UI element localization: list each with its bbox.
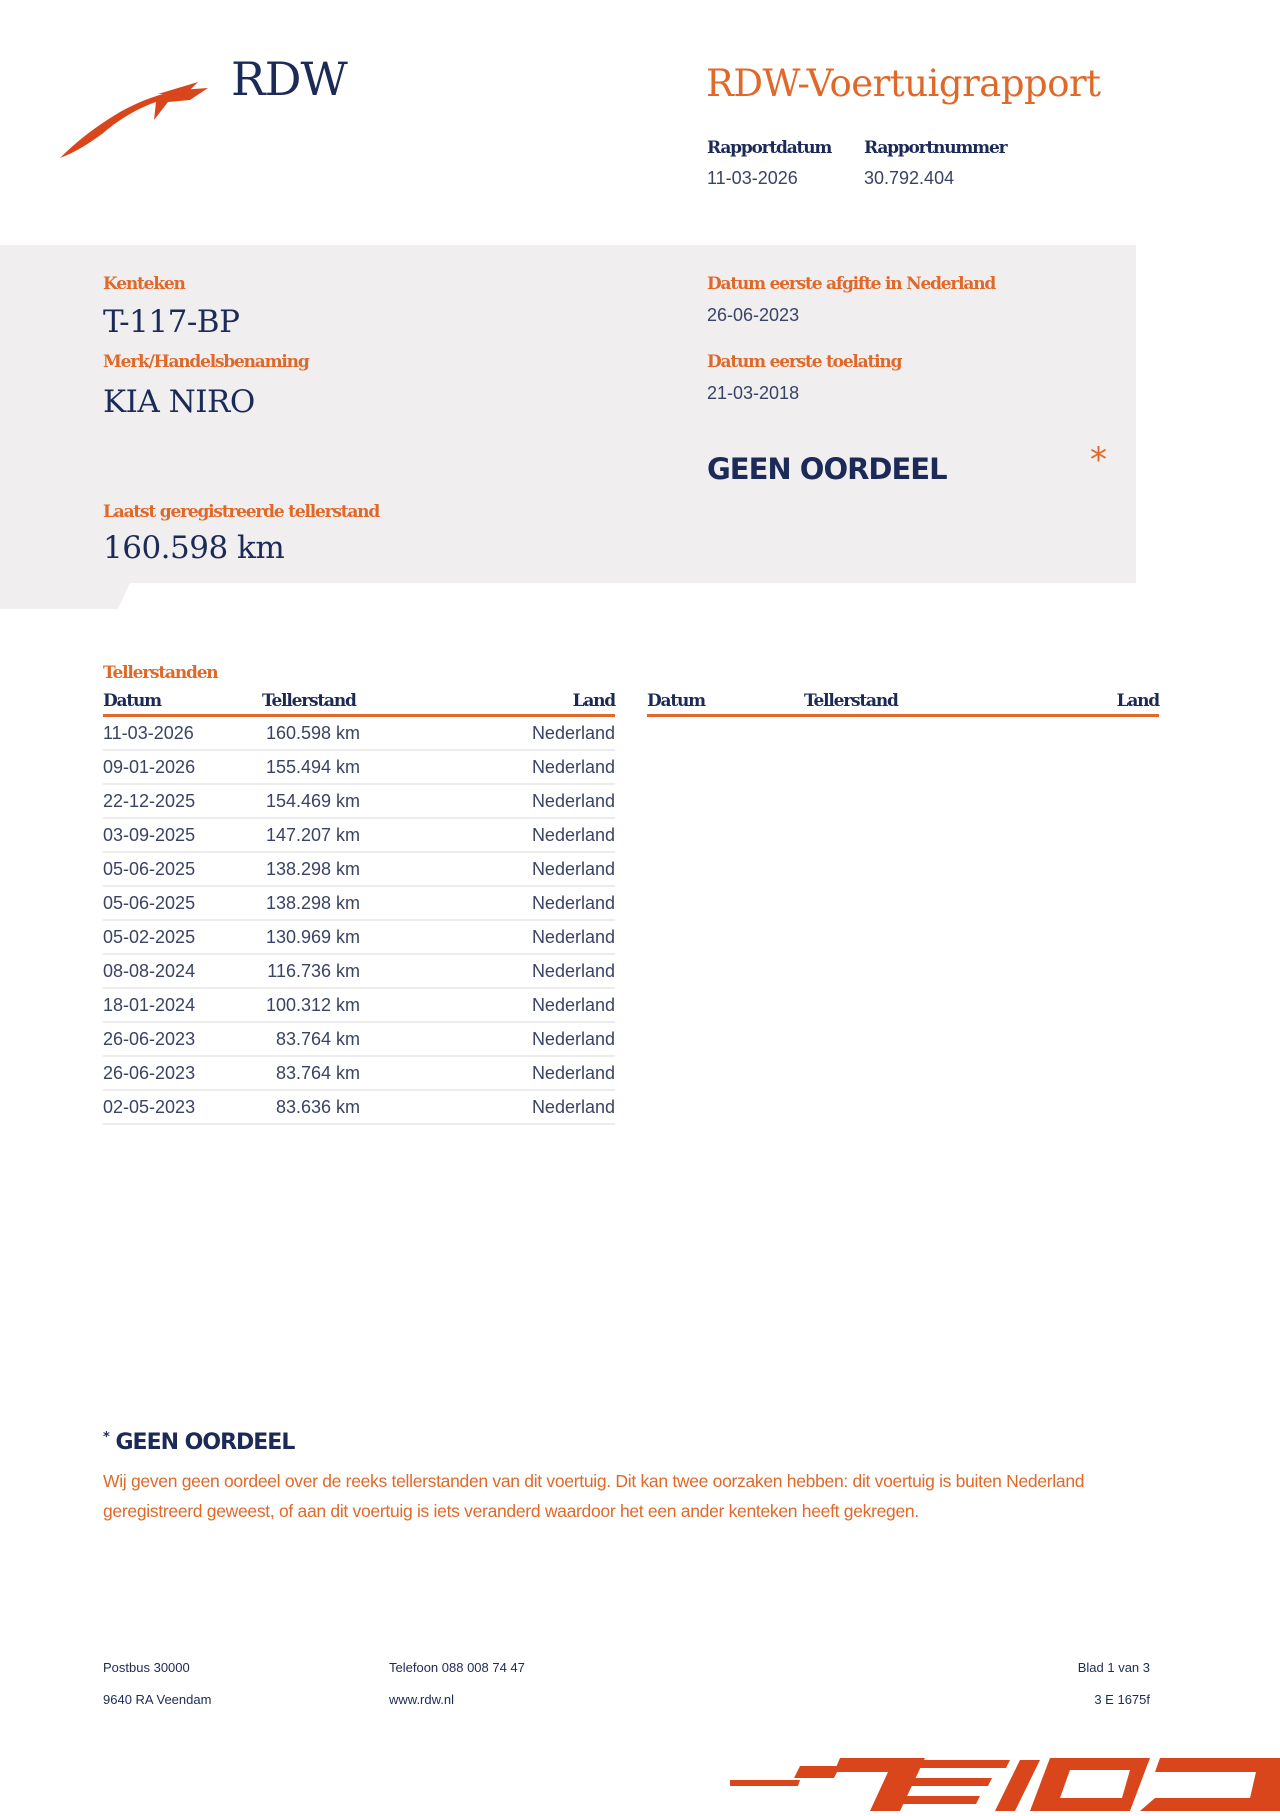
reading-date: 05-06-2025 <box>103 852 248 886</box>
plate-value: T-117-BP <box>103 304 240 340</box>
reading-country: Nederland <box>360 920 615 954</box>
table-row <box>103 716 615 751</box>
odometer-value: 160.598 km <box>103 530 285 566</box>
reading-country: Nederland <box>360 716 615 751</box>
reading-odometer: 83.764 km <box>248 1056 360 1090</box>
reading-date: 03-09-2025 <box>103 818 248 852</box>
reading-odometer: 147.207 km <box>248 818 360 852</box>
rdw-logo-icon <box>58 80 208 162</box>
column-header-date: Datum <box>647 690 792 716</box>
reading-country: Nederland <box>360 886 615 920</box>
table-row <box>103 750 615 784</box>
table-row <box>103 784 615 818</box>
first-admission-label: Datum eerste toelating <box>707 352 902 372</box>
table-header-row <box>647 690 1159 716</box>
brand-value: KIA NIRO <box>103 384 255 420</box>
rdw-logo <box>58 80 208 162</box>
reading-country: Nederland <box>360 784 615 818</box>
table-row <box>103 988 615 1022</box>
reading-country: Nederland <box>360 818 615 852</box>
logo-text: RDW <box>231 52 347 106</box>
table-row <box>103 954 615 988</box>
verdict: GEEN OORDEEL <box>707 452 947 486</box>
table-row <box>103 920 615 954</box>
verdict-asterisk: * <box>1090 440 1107 480</box>
footer-phone: Telefoon 088 008 74 47 <box>389 1660 525 1675</box>
reading-odometer: 83.764 km <box>248 1022 360 1056</box>
table-row <box>103 886 615 920</box>
reading-country: Nederland <box>360 988 615 1022</box>
reading-odometer: 138.298 km <box>248 852 360 886</box>
column-header-reading-label: Tellerstand <box>804 691 898 711</box>
report-date-label: Rapportdatum <box>707 138 832 158</box>
table-header-row <box>103 690 615 716</box>
footer-website: www.rdw.nl <box>389 1692 455 1707</box>
reading-date: 05-02-2025 <box>103 920 248 954</box>
footer-page-number: Blad 1 van 3 <box>1077 1660 1150 1675</box>
note-heading <box>103 1430 294 1455</box>
reading-odometer: 138.298 km <box>248 886 360 920</box>
plate-label: Kenteken <box>103 274 185 294</box>
readings-table-left <box>103 690 615 1125</box>
column-header-reading-label: Tellerstand <box>262 691 356 711</box>
reading-country: Nederland <box>360 1056 615 1090</box>
reading-odometer: 155.494 km <box>248 750 360 784</box>
report-date: 11-03-2026 <box>707 168 798 188</box>
reading-country: Nederland <box>360 1090 615 1124</box>
reading-date: 05-06-2025 <box>103 886 248 920</box>
readings-title: Tellerstanden <box>103 663 218 683</box>
note-text: Wij geven geen oordeel over de reeks tellerstanden van dit voertuig. Dit kan twee oorzaken hebben: dit voertuig is buiten Nederland geregistreerd geweest, of aan dit voertuig is iets veranderd waardoor het een ander kenteken heeft gekregen. <box>103 1471 1085 1521</box>
reading-date: 09-01-2026 <box>103 750 248 784</box>
reading-odometer: 116.736 km <box>248 954 360 988</box>
reading-odometer: 100.312 km <box>248 988 360 1022</box>
decorative-stripes <box>730 1758 1280 1811</box>
reading-date: 18-01-2024 <box>103 988 248 1022</box>
reading-date: 26-06-2023 <box>103 1022 248 1056</box>
footer-address-2: 9640 RA Veendam <box>103 1692 212 1707</box>
first-admission-value: 21-03-2018 <box>707 383 800 403</box>
reading-odometer: 130.969 km <box>248 920 360 954</box>
readings-table-right <box>647 690 1159 717</box>
note-asterisk: * <box>103 1430 109 1445</box>
report-title: RDW-Voertuigrapport <box>706 62 1101 105</box>
reading-country: Nederland <box>360 852 615 886</box>
reading-odometer: 154.469 km <box>248 784 360 818</box>
brand-label: Merk/Handelsbenaming <box>103 352 309 372</box>
column-header-date: Datum <box>103 690 248 716</box>
column-header-reading <box>792 690 904 716</box>
reading-date: 02-05-2023 <box>103 1090 248 1124</box>
note-title: GEEN OORDEEL <box>115 1430 295 1455</box>
panel-tab-decoration <box>0 583 150 609</box>
reading-date: 08-08-2024 <box>103 954 248 988</box>
stripes-graphic <box>730 1758 1280 1811</box>
table-row <box>103 818 615 852</box>
table-row <box>103 1090 615 1124</box>
column-header-country: Land <box>904 690 1159 716</box>
odometer-label: Laatst geregistreerde tellerstand <box>103 502 380 522</box>
reading-country: Nederland <box>360 954 615 988</box>
report-number: 30.792.404 <box>864 168 955 188</box>
footer-document-code: 3 E 1675f <box>1094 1692 1150 1707</box>
first-issue-nl-value: 26-06-2023 <box>707 305 800 325</box>
reading-date: 26-06-2023 <box>103 1056 248 1090</box>
reading-date: 11-03-2026 <box>103 716 248 751</box>
column-header-country: Land <box>360 690 615 716</box>
table-row <box>103 1022 615 1056</box>
table-row <box>103 1056 615 1090</box>
reading-odometer: 83.636 km <box>248 1090 360 1124</box>
footer-address-1: Postbus 30000 <box>103 1660 190 1675</box>
reading-odometer: 160.598 km <box>248 716 360 751</box>
table-row <box>103 852 615 886</box>
column-header-reading <box>248 690 360 716</box>
reading-country: Nederland <box>360 750 615 784</box>
report-number-label: Rapportnummer <box>864 138 1007 158</box>
reading-country: Nederland <box>360 1022 615 1056</box>
reading-date: 22-12-2025 <box>103 784 248 818</box>
first-issue-nl-label: Datum eerste afgifte in Nederland <box>707 274 996 294</box>
